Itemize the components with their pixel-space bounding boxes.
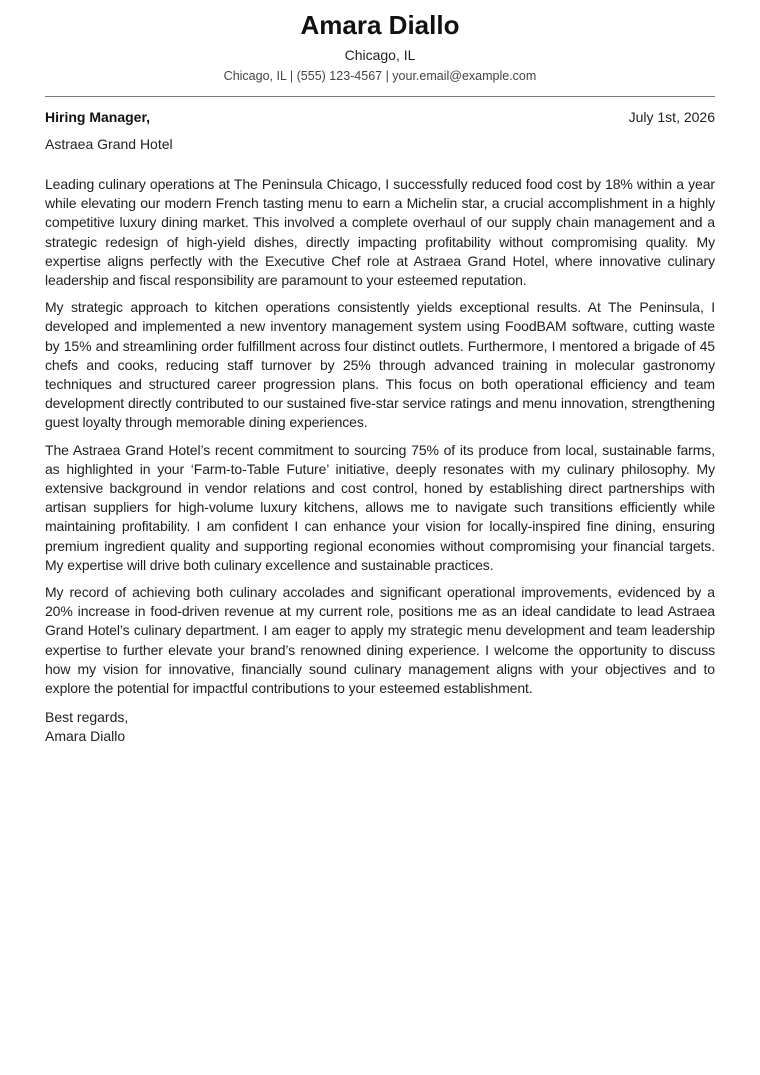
- recipient-salutation: Hiring Manager,: [45, 109, 151, 125]
- letter-body: [45, 175, 715, 698]
- body-paragraph-4: My record of achieving both culinary accolades and significant operational improvements, evidenced by a 20% increase in food-driven revenue at my current role, positions me as an ideal candidate to lead Astraea Grand Hotel’s culinary department. I am eager to apply my strategic menu development and team leadership expertise to further elevate your brand’s renowned dining experience. I welcome the opportunity to discuss how my vision for innovative, financially sound culinary management aligns with your objectives and to explore the potential for impactful contributions to your esteemed establishment.: [45, 584, 715, 697]
- recipient-company: Astraea Grand Hotel: [45, 136, 173, 152]
- header-divider: [45, 96, 715, 97]
- applicant-contact-line: Chicago, IL | (555) 123-4567 | your.email@example.com: [223, 69, 537, 83]
- signature-name: Amara Diallo: [45, 728, 126, 745]
- applicant-location: Chicago, IL: [344, 47, 416, 63]
- body-paragraph-1: Leading culinary operations at The Peninsula Chicago, I successfully reduced food cost by 18% within a year while elevating our modern French tasting menu to earn a Michelin star, a crucial accomplishment in a highly competitive luxury dining market. This involved a complete overhaul of our supply chain management and a strategic redesign of high-yield dishes, directly impacting profitability without compromising quality. My expertise aligns perfectly with the Executive Chef role at Astraea Grand Hotel, where innovative culinary leadership and fiscal responsibility are paramount to your esteemed reputation.: [45, 176, 715, 289]
- body-paragraph-2: My strategic approach to kitchen operations consistently yields exceptional results. At The Peninsula, I developed and implemented a new inventory management system using FoodBAM software, cutting waste by 15% and streamlining order fulfillment across four distinct outlets. Furthermore, I mentored a brigade of 45 chefs and cooks, reducing staff turnover by 25% through advanced training in molecular gastronomy techniques and structured career progression plans. This focus on both operational efficiency and team development directly contributed to our sustained five-star service ratings and menu innovation, strengthening guest loyalty through memorable dining experiences.: [45, 299, 715, 431]
- applicant-name: Amara Diallo: [300, 10, 460, 40]
- closing-phrase: Best regards,: [45, 709, 129, 726]
- letter-closing: [45, 708, 715, 746]
- recipient-date-row: [45, 108, 715, 126]
- body-paragraph-3: The Astraea Grand Hotel’s recent commitment to sourcing 75% of its produce from local, sustainable farms, as highlighted in your ‘Farm-to-Table Future’ initiative, deeply resonates with my culinary philosophy. My extensive background in vendor relations and cost control, honed by establishing direct partnerships with artisan suppliers for high-volume luxury kitchens, allows me to navigate such transitions efficiently while maintaining profitability. I am confident I can enhance your vision for locally-inspired fine dining, ensuring premium ingredient quality and supporting regional economies without compromising your financial targets. My expertise will drive both culinary excellence and sustainable practices.: [45, 441, 715, 573]
- letter-date: July 1st, 2026: [628, 109, 715, 125]
- letter-header: [45, 0, 715, 84]
